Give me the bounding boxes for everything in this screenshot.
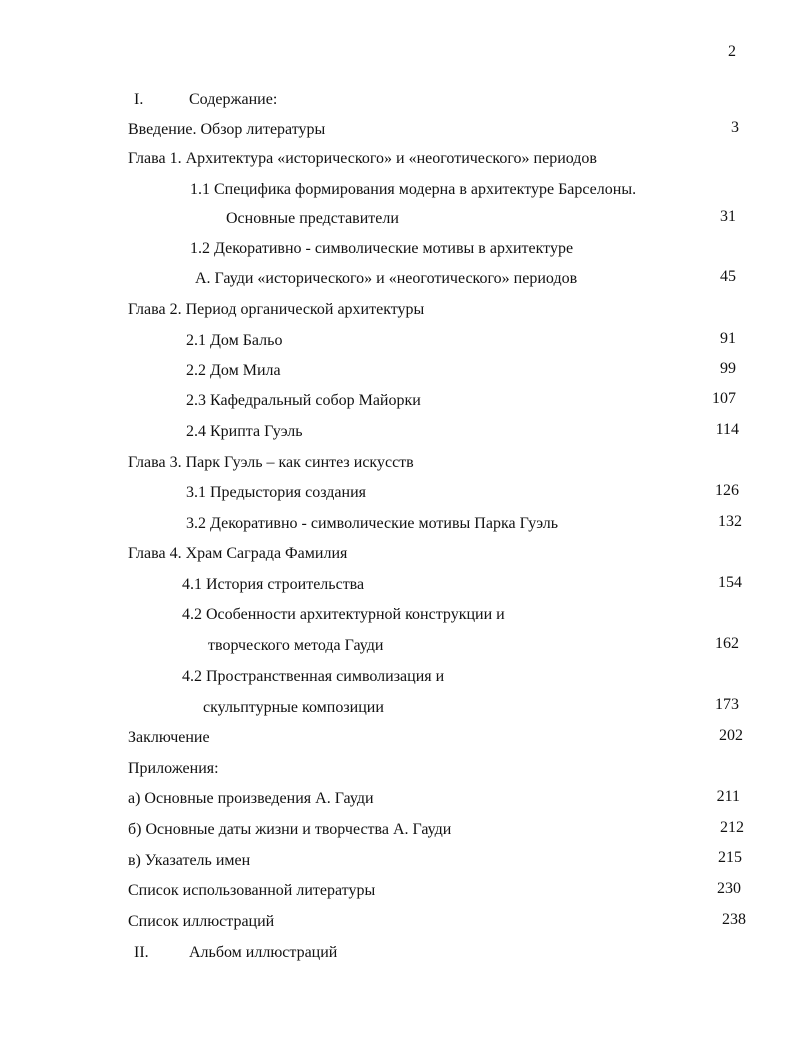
toc-4-2-line1: 4.2 Особенности архитектурной конструкции и	[182, 606, 505, 623]
toc-2-1: 2.1 Дом Бальо	[186, 332, 283, 349]
toc-2-3: 2.3 Кафедральный собор Майорки	[186, 392, 421, 409]
toc-1-1-page: 31	[720, 208, 736, 225]
page-number: 2	[728, 43, 736, 60]
toc-intro-page: 3	[731, 119, 739, 136]
toc-3-1-page: 126	[715, 482, 739, 499]
toc-conclusion-page: 202	[719, 727, 743, 744]
toc-4-1-page: 154	[718, 574, 742, 591]
toc-conclusion: Заключение	[128, 729, 210, 746]
toc-appendix-a-page: 211	[716, 788, 740, 805]
toc-1-2-page: 45	[720, 268, 736, 285]
section-one-numeral: I.	[134, 91, 144, 108]
toc-4-3-page: 173	[715, 696, 739, 713]
toc-2-2: 2.2 Дом Мила	[186, 362, 281, 379]
toc-2-1-page: 91	[720, 330, 736, 347]
toc-appendix-b: б) Основные даты жизни и творчества А. Гауди	[128, 821, 452, 838]
section-two-title: Альбом иллюстраций	[189, 944, 338, 961]
chapter-2-title: Глава 2. Период органической архитектуры	[128, 301, 425, 318]
toc-1-2-line2: А. Гауди «исторического» и «неоготического» периодов	[195, 270, 578, 287]
section-one-title: Содержание:	[189, 91, 278, 108]
toc-4-1: 4.1 История строительства	[182, 576, 365, 593]
toc-1-1-line1: 1.1 Специфика формирования модерна в архитектуре Барселоны.	[190, 181, 637, 198]
toc-illustrations-page: 238	[722, 911, 746, 928]
toc-illustrations: Список иллюстраций	[128, 913, 275, 930]
toc-3-1: 3.1 Предыстория создания	[186, 484, 366, 501]
toc-3-2-page: 132	[718, 513, 742, 530]
section-two-numeral: II.	[134, 944, 149, 961]
chapter-3-title: Глава 3. Парк Гуэль – как синтез искусств	[128, 454, 414, 471]
toc-appendix-c: в) Указатель имен	[128, 852, 251, 869]
toc-2-2-page: 99	[720, 360, 736, 377]
chapter-4-title: Глава 4. Храм Саграда Фамилия	[128, 545, 348, 562]
toc-2-4-page: 114	[715, 421, 739, 438]
toc-1-2-line1: 1.2 Декоративно - символические мотивы в архитектуре	[190, 240, 574, 257]
toc-4-3-line2: скульптурные композиции	[203, 699, 384, 716]
chapter-1-title: Глава 1. Архитектура «исторического» и «неоготического» периодов	[128, 150, 597, 167]
toc-bibliography-page: 230	[717, 880, 741, 897]
toc-1-1-line2: Основные представители	[226, 210, 399, 227]
toc-bibliography: Список использованной литературы	[128, 882, 376, 899]
toc-2-4: 2.4 Крипта Гуэль	[186, 423, 303, 440]
toc-intro: Введение. Обзор литературы	[128, 121, 326, 138]
toc-4-2-line2: творческого метода Гауди	[208, 637, 384, 654]
toc-appendix-b-page: 212	[720, 819, 744, 836]
toc-3-2: 3.2 Декоративно - символические мотивы Парка Гуэль	[186, 515, 559, 532]
toc-appendices: Приложения:	[128, 760, 219, 777]
toc-4-2-page: 162	[715, 635, 739, 652]
toc-2-3-page: 107	[712, 390, 736, 407]
toc-4-3-line1: 4.2 Пространственная символизация и	[182, 668, 445, 685]
toc-appendix-c-page: 215	[718, 849, 742, 866]
toc-appendix-a: а) Основные произведения А. Гауди	[128, 790, 374, 807]
